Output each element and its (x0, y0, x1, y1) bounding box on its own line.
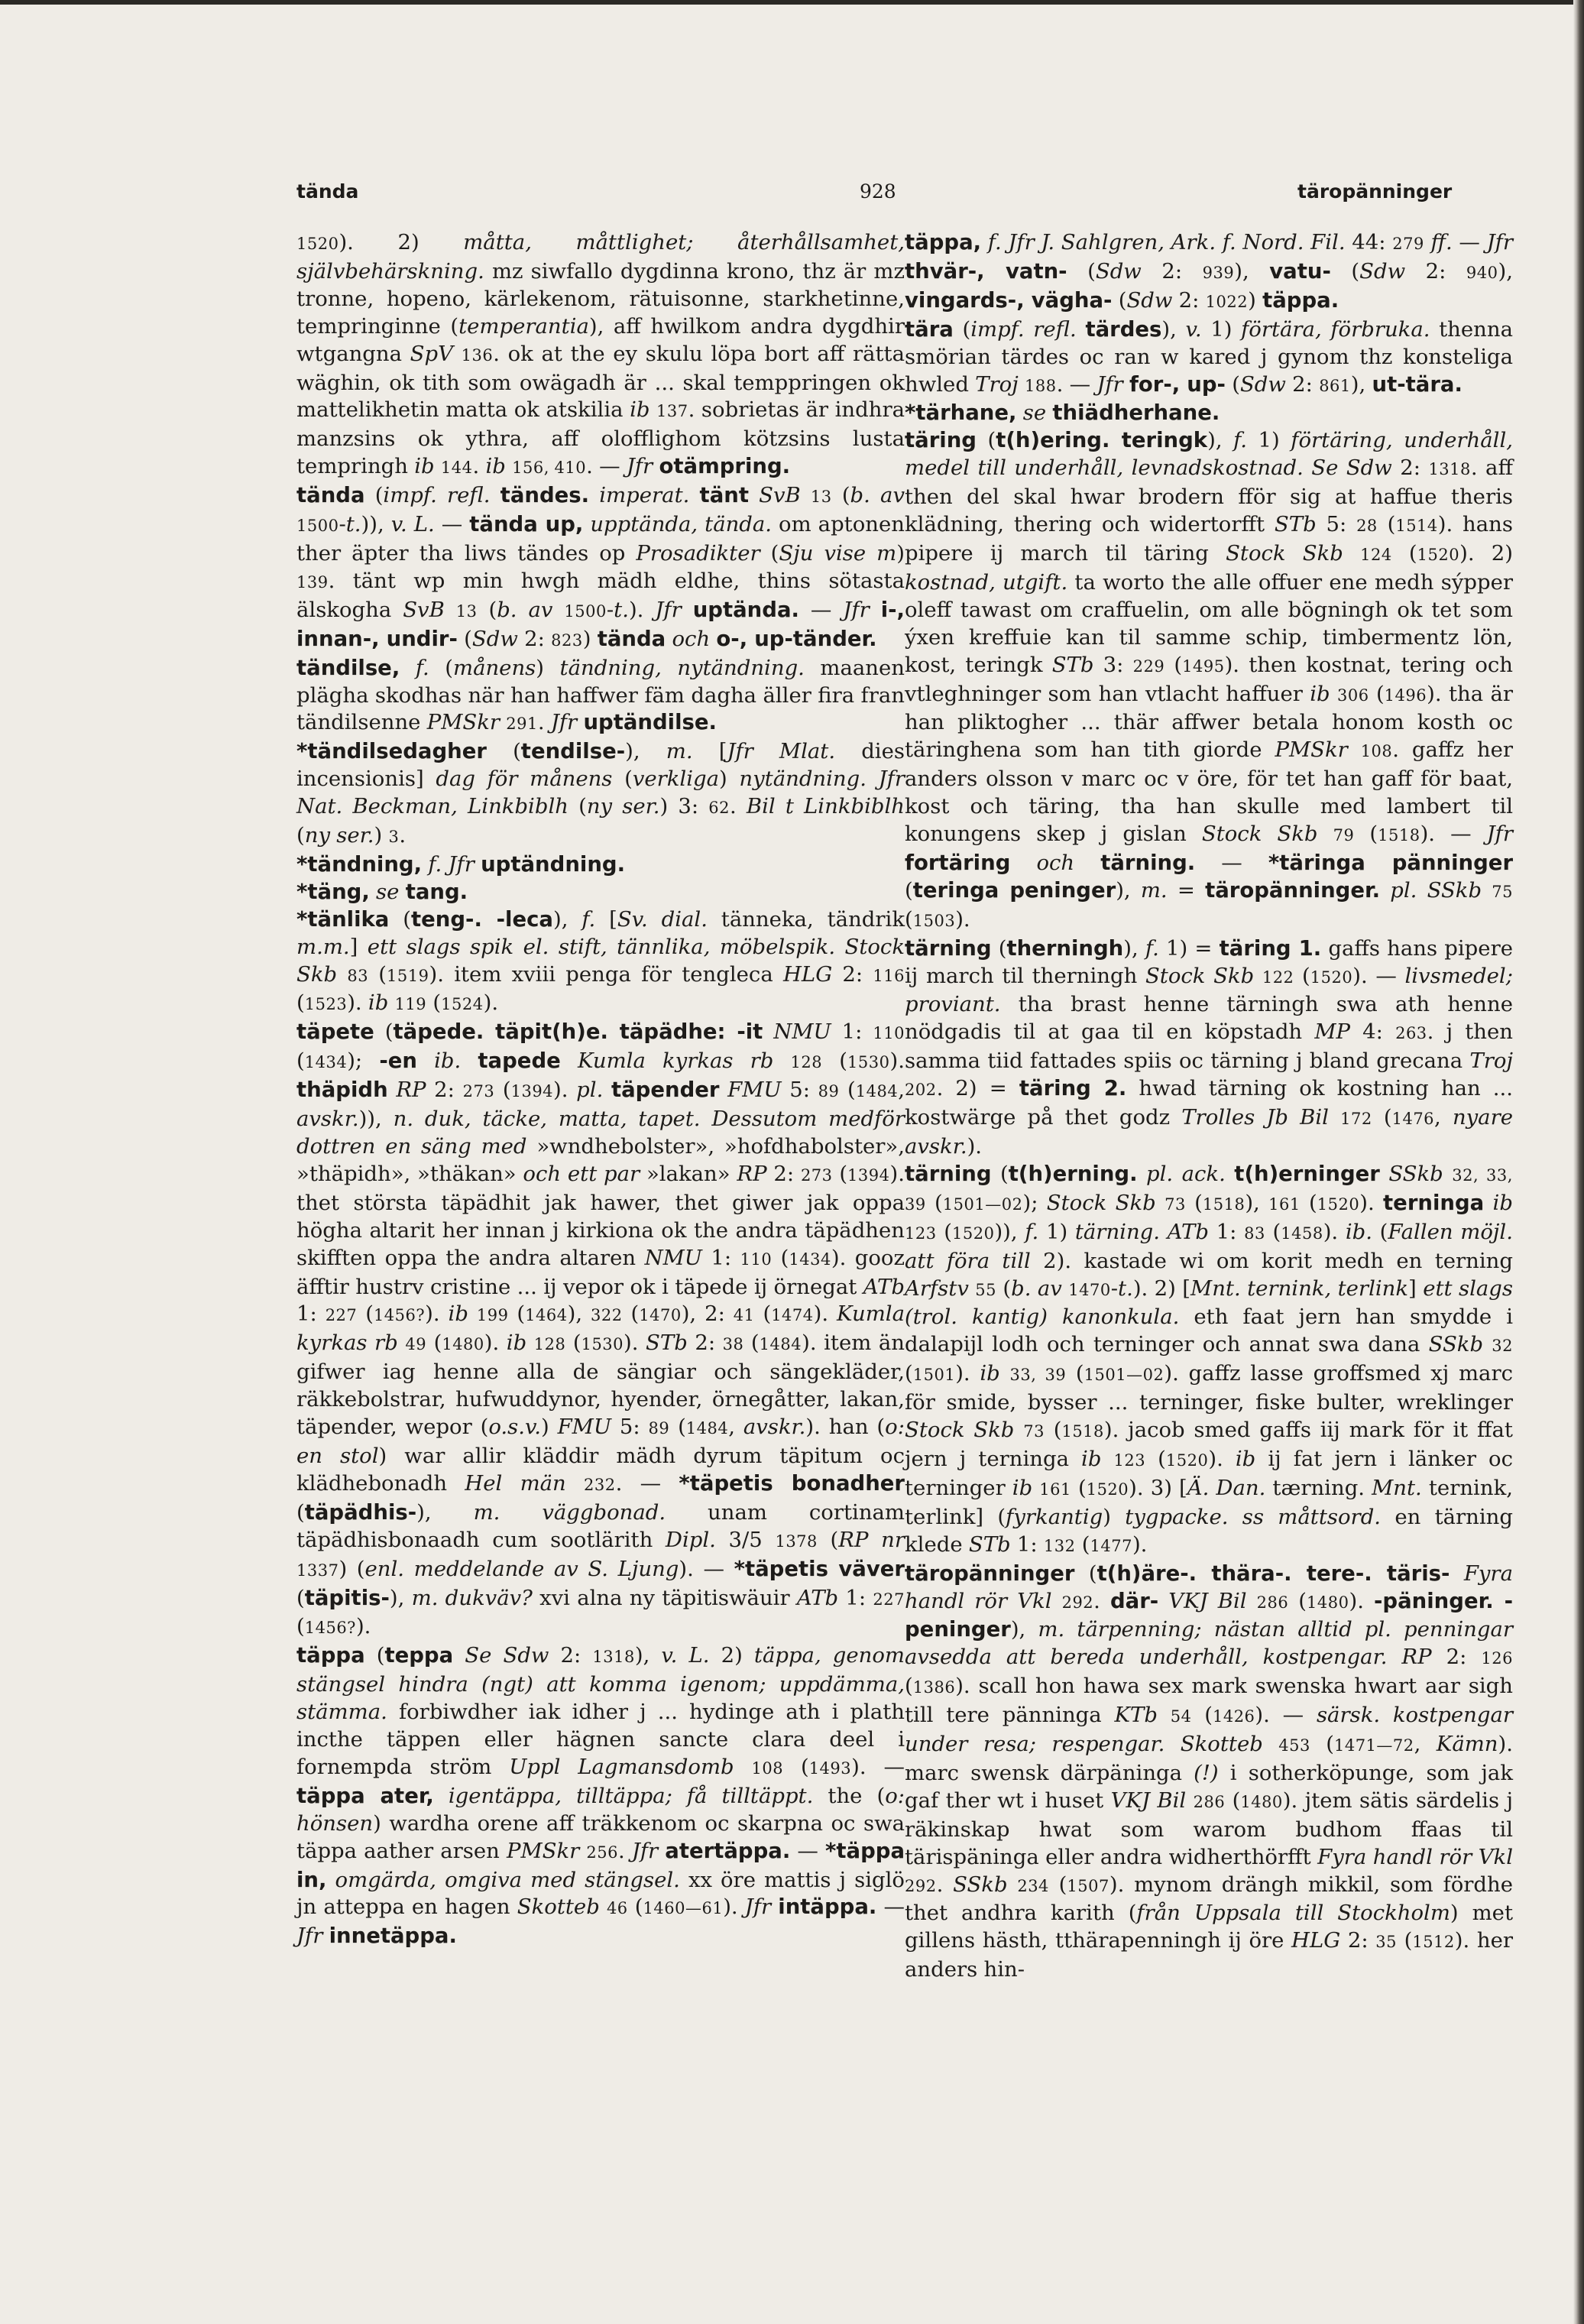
left-entry: täppa (teppa Se Sdw 2: 1318), v. L. 2) täppa, genom stängsel hindra (ngt) att komma igenom; uppdämma, stämma. forbiwdher iak idher j ... hydinge ath i plath incthe täppen eller hägnen sancte clara deel i fornempda ström Uppl Lagmansdomb 108 (1493). — täppa ater, igentäppa, tilltäppa; få tilltäppt. the (o: hönsen) wardha orene aff träkkenom oc skarpna oc swa täppa aather arsen PMSkr 256. Jfr atertäppa. — *täppa in, omgärda, omgiva med stängsel. xx öre mattis j siglö jn atteppa en hagen Skotteb 46 (1460—61). Jfr intäppa. — Jfr innetäppa. (296, 1643, 905, 1949)
page-binding-edge (1573, 0, 1584, 2324)
right-entry: tärning (t(h)erning. pl. ack. t(h)erninger SSkb 32, 33, 39 (1501—02); Stock Skb 73 (1518), 161 (1520). terninga ib 123 (1520)), f. 1) tärning. ATb 1: 83 (1458). ib. (Fallen möjl. att föra till 2). kastade wi om korit medh en terning Arfstv 55 (b. av 1470-t.). 2) [Mnt. ternink, terlink] ett slags (trol. kantig) kanonkula. eth faat jern han smydde i dalapijl lodh och terninger och annat swa dana SSkb 32 (1501). ib 33, 39 (1501—02). gaffz lasse groffsmed xj marc för smide, bysser ... terninger, fiske bulter, wreklinger Stock Skb 73 (1518). jacob smed gaffs iij mark för it ffat jern j terninga ib 123 (1520). ib ij fat jern i länker oc terninger ib 161 (1520). 3) [Ä. Dan. tærning. Mnt. ternink, terlink] (fyrkantig) tygpacke. ss måttsord. en tärning klede STb 1: 132 (1477). (905, 1161, 1514, 1557)
page-number: 928 (860, 180, 896, 203)
left-entry: *tänlika (teng-. -leca), f. [Sv. dial. tänneka, tändrik m.m.] ett slags spik el. stift, tännlika, möbelspik. Stock Skb 83 (1519). item xviii penga för tengleca HLG 2: 116 (1523). ib 119 (1524). (296, 906, 905, 1016)
left-entry: tända (impf. refl. tändes. imperat. tänt SvB 13 (b. av 1500-t.)), v. L. — tända up, upptända, tända. om aptonen ther äpter tha liws tändes op Prosadikter (Sju vise m) 139. tänt wp min hwgh mädh eldhe, thins sötasta älskogha SvB 13 (b. av 1500-t.). Jfr uptända. — Jfr i-, innan-, undir- (Sdw 2: 823) tända och o-, up-tänder. (296, 483, 905, 651)
left-entry: *tändning, f. Jfr uptändning. (296, 851, 626, 877)
running-header (0, 180, 1584, 208)
page-top-edge (0, 0, 1584, 5)
left-entry: täpete (täpede. täpit(h)e. täpädhe: -it NMU 1: 110 (1434); -en ib. tapede Kumla kyrkas rb 128 (1530). thäpidh RP 2: 273 (1394). pl. täpender FMU 5: 89 (1484, avskr.)), n. duk, täcke, matta, tapet. Dessutom medför dottren en säng med »wndhebolster», »hofdhabolster», »thäpidh», »thäkan» och ett par »lakan» RP 2: 273 (1394). thet största täpädhit jak hawer, thet giwer jak oppa högha altarit her innan j kirkiona ok the andra täpädhen skifften oppa the andra altaren NMU 1: 110 (1434). gooz äfftir hustrv cristine ... ij vepor ok i täpede ij örnegat ATb 1: 227 (1456?). ib 199 (1464), 322 (1470), 2: 41 (1474). Kumla kyrkas rb 49 (1480). ib 128 (1530). STb 2: 38 (1484). item än gifwer iag henne alla de sängiar och sängekläder, räkkebolstrar, hufwuddynor, hyender, örnegåtter, lakan, täpender, wepor (o.s.v.) FMU 5: 89 (1484, avskr.). han (o: en stol) war allir kläddir mädh dyrum täpitum oc klädhebonadh Hel män 232. — *täpetis bonadher (täpädhis-), m. väggbonad. unam cortinam täpädhisbonaadh cum sootlärith Dipl. 3/5 1378 (RP nr 1337) (enl. meddelande av S. Ljung). — *täpetis väver (täpitis-), m. dukväv? xvi alna ny täpitiswäuir ATb 1: 227 (1456?). (296, 1019, 905, 1639)
left-entry: *tändilsedagher (tendilse-), m. [Jfr Mlat. dies incensionis] dag för månens (verkliga) nytändning. Jfr Nat. Beckman, Linkbiblh (ny ser.) 3: 62. Bil t Linkbiblh (ny ser.) 3. (296, 739, 905, 848)
right-entry: täppa, f. Jfr J. Sahlgren, Ark. f. Nord. Fil. 44: 279 ff. — Jfr thvär-, vatn- (Sdw 2: 939), vatu- (Sdw 2: 940), vingards-, vägha- (Sdw 2: 1022) täppa. (905, 230, 1513, 313)
right-entry: täropänninger (t(h)äre-. thära-. tere-. täris- Fyra handl rör Vkl 292. där- VKJ Bil 286 (1480). -päninger. -peninger), m. tärpenning; nästan alltid pl. penningar avsedda att bereda underhåll, kostpengar. RP 2: 126 (1386). scall hon hawa sex mark swenska hwart aar sigh till tere pänninga KTb 54 (1426). — särsk. kostpengar under resa; respengar. Skotteb 453 (1471—72, Kämn). marc swensk därpäninga (!) i sotherköpunge, som jak gaf ther wt i huset VKJ Bil 286 (1480). jtem sätis särdelis j räkinskap hwat som warom budhom ffaas til tärispäninga eller andra widherthörfft Fyra handl rör Vkl 292. SSkb 234 (1507). mynom drängh mikkil, som fördhe thet andhra karith (från Uppsala till Stockholm) met gillens hästh, tthärapenningh ij öre HLG 2: 35 (1512). her anders hin- (905, 1561, 1514, 1982)
left-entry: 1520). 2) måtta, måttlighet; återhållsamhet, självbehärskning. mz siwfallo dygdinna krono, thz är mz tronne, hopeno, kärlekenom, rätuisonne, starkhetinne, tempringinne (temperantia), aff hwilkom andra dygdhir wtgangna SpV 136. ok at the ey skulu löpa bort aff rätta wäghin, ok tith som owägadh är ... skal temppringen ok mattelikhetin matta ok atskilia ib 137. sobrietas är indhra manzsins ok ythra, aff olofflighom kötzsins lusta tempringh ib 144. ib 156, 410. — Jfr otämpring. (296, 230, 905, 479)
right-entry: täring (t(h)ering. teringk), f. 1) förtäring, underhåll, medel till underhåll, levnadskostnad. Se Sdw 2: 1318. aff then del skal hwar brodern fför sig at haffue theris klädning, thering och widertorfft STb 5: 28 (1514). hans pipere ij march til täring Stock Skb 124 (1520). 2) kostnad, utgift. ta worto the alle offuer ene medh sýpper oleff tawast om craffuelin, om alle bögningh ok tet som ýxen kreffuie kan til samme schip, timbermentz lön, kost, teringk STb 3: 229 (1495). then kostnat, tering och vtleghninger som han vtlacht haffuer ib 306 (1496). tha är han pliktogher ... thär affwer betala honom kosth oc täringhena som han tith giorde PMSkr 108. gaffz her anders olsson v marc oc v öre, för tet han gaff för baat, kost och täring, tha han skulle med lambert til konungens skep j gislan Stock Skb 79 (1518). — Jfr fortäring och tärning. — *täringa pänninger (teringa peninger), m. = täropänninger. pl. SSkb 75 (1503). (905, 428, 1514, 932)
left-entry: tändilse, f. (månens) tändning, nytändning. maanen plägha skodhas när han haffwer fäm dagha äller fira fran tändilsenne PMSkr 291. Jfr uptändilse. (296, 655, 905, 735)
right-entry: tära (impf. refl. tärdes), v. 1) förtära, förbruka. thenna smörian tärdes oc ran w kared j gynom thz konsteliga hwled Troj 188. — Jfr for-, up- (Sdw 2: 861), ut-tära. (905, 316, 1513, 397)
left-column (296, 229, 905, 1950)
right-guideword: täropänninger (1297, 180, 1453, 203)
left-guideword: tända (296, 180, 359, 203)
right-column (905, 229, 1513, 1984)
right-entry: *tärhane, se thiädherhane. (905, 400, 1220, 426)
left-entry: *täng, se tang. (296, 879, 468, 904)
right-entry: tärning (therningh), f. 1) = täring 1. gaffs hans pipere ij march til therningh Stock Skb 122 (1520). — livsmedel; proviant. tha brast henne tärningh swa ath henne nödgadis til at gaa til en köpstadh MP 4: 263. j then samma tiid fattades spiis oc tärning j bland grecana Troj 202. 2) = täring 2. hwad tärning ok kostning han ... kostwärge på thet godz Trolles Jb Bil 172 (1476, nyare avskr.). (905, 935, 1514, 1159)
